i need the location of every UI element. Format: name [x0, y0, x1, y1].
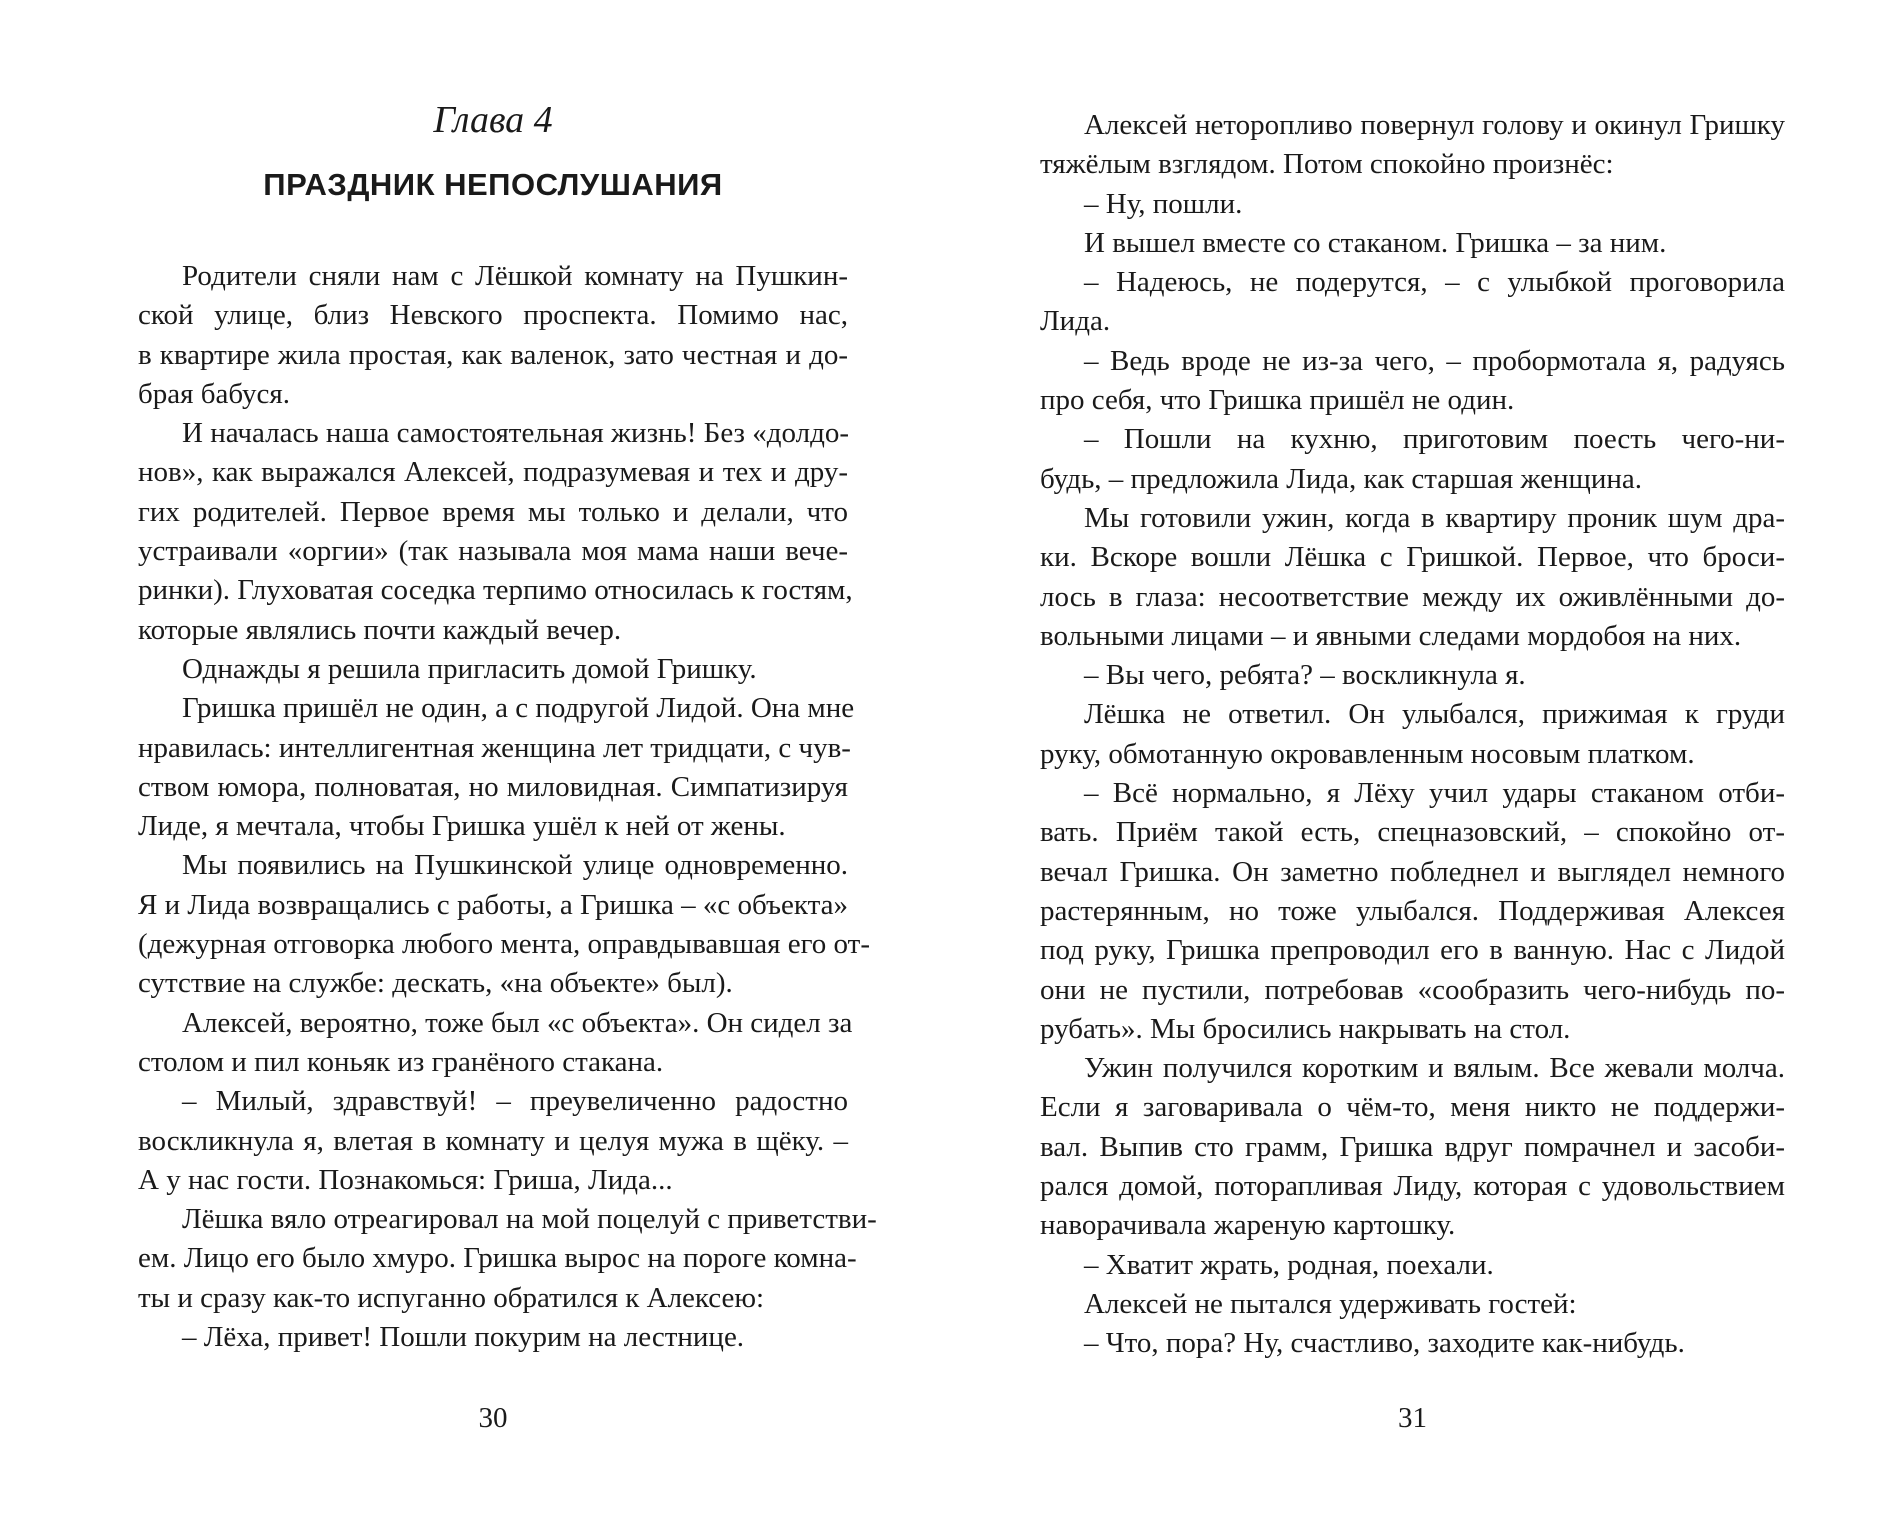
text-line: Алексей неторопливо повернул голову и окинул Гришку — [1084, 109, 1785, 141]
text-line: – Всё нормально, я Лёху учил удары стаканом отби- — [1084, 777, 1785, 810]
text-line: ем. Лицо его было хмуро. Гришка вырос на пороге комна- — [138, 1242, 857, 1275]
text-line: которые являлись почти каждый вечер. — [138, 613, 622, 646]
text-line: в квартире жила простая, как валенок, зато честная и до- — [138, 338, 848, 371]
text-line: И вышел вместе со стаканом. Гришка – за ним. — [1084, 226, 1667, 259]
text-line: нравилась: интеллигентная женщина лет тридцати, с чув- — [138, 731, 851, 764]
text-line: столом и пил коньяк из гранёного стакана. — [138, 1045, 664, 1078]
text-line: вольными лицами – и явными следами мордобоя на них. — [1040, 619, 1742, 652]
text-line: ки. Вскоре вошли Лёшка с Гришкой. Первое, что броси- — [1040, 541, 1785, 574]
text-line: ской улице, близ Невского проспекта. Помимо нас, — [138, 299, 848, 332]
text-line: – Что, пора? Ну, счастливо, заходите как-нибудь. — [1084, 1327, 1685, 1360]
right-page-text — [1040, 106, 1785, 1364]
text-line: Я и Лида возвращались с работы, а Гришка – «с объекта» — [138, 888, 848, 921]
text-line: будь, – предложила Лида, как старшая женщина. — [1040, 462, 1642, 495]
text-line: Ужин получился коротким и вялым. Все жевали молча. — [1084, 1052, 1785, 1085]
page-number-left: 30 — [478, 1402, 508, 1434]
text-line: вечал Гришка. Он заметно побледнел и выглядел немного — [1040, 855, 1785, 888]
text-line: тяжёлым взглядом. Потом спокойно произнёс: — [1040, 148, 1614, 181]
text-line: ством юмора, полноватая, но миловидная. Симпатизируя — [138, 770, 848, 803]
text-line: А у нас гости. Познакомься: Гриша, Лида... — [138, 1163, 673, 1196]
text-line: рубать». Мы бросились накрывать на стол. — [1040, 1012, 1571, 1045]
text-line: Алексей не пытался удерживать гостей: — [1084, 1287, 1577, 1320]
text-line: Лёшка не ответил. Он улыбался, прижимая к груди — [1084, 698, 1785, 731]
text-line: Родители сняли нам с Лёшкой комнату на Пушкин- — [182, 260, 848, 292]
left-page-text — [138, 257, 877, 1357]
text-line: вал. Выпив сто грамм, Гришка вдруг помрачнел и засоби- — [1040, 1130, 1785, 1163]
text-line: – Лёха, привет! Пошли покурим на лестнице. — [182, 1321, 745, 1354]
text-line: Однажды я решила пригласить домой Гришку. — [182, 652, 757, 685]
text-line: Если я заговаривала о чём-то, меня никто не поддержи- — [1040, 1091, 1785, 1124]
right-page — [1040, 0, 1785, 1528]
text-line: вать. Приём такой есть, спецназовский, – спокойно от- — [1040, 816, 1785, 849]
text-line: Алексей, вероятно, тоже был «с объекта». Он сидел за — [182, 1006, 853, 1039]
text-line: устраивали «оргии» (так называла моя мама наши вече- — [138, 535, 848, 568]
left-page — [138, 0, 877, 1528]
text-line: про себя, что Гришка пришёл не один. — [1040, 384, 1515, 417]
page-number-right: 31 — [1398, 1402, 1427, 1434]
text-line: сутствие на службе: дескать, «на объекте» был). — [138, 967, 733, 1000]
text-line: – Хватит жрать, родная, поехали. — [1084, 1248, 1494, 1281]
text-line: – Ну, пошли. — [1084, 187, 1243, 220]
text-line: – Милый, здравствуй! – преувеличенно радостно — [182, 1085, 848, 1118]
text-line: лось в глаза: несоответствие между их оживлёнными до- — [1040, 580, 1785, 613]
text-line: под руку, Гришка препроводил его в ванную. Нас с Лидой — [1040, 934, 1785, 967]
text-line: гих родителей. Первое время мы только и делали, что — [138, 495, 848, 528]
text-line: – Вы чего, ребята? – воскликнула я. — [1084, 659, 1526, 692]
text-line: наворачивала жареную картошку. — [1040, 1209, 1456, 1242]
text-line: Мы готовили ужин, когда в квартиру проник шум дра- — [1084, 501, 1785, 534]
text-line: Гришка пришёл не один, а с подругой Лидой. Она мне — [182, 692, 855, 725]
chapter-number: Глава 4 — [433, 99, 553, 141]
text-line: ринки). Глуховатая соседка терпимо относилась к гостям, — [138, 574, 853, 607]
text-line: брая бабуся. — [138, 377, 290, 410]
text-line: – Ведь вроде не из-за чего, – пробормотала я, радуясь — [1084, 344, 1785, 377]
text-line: Лиде, я мечтала, чтобы Гришка ушёл к ней от жены. — [138, 810, 786, 843]
text-line: рался домой, поторапливая Лиду, которая с удовольствием — [1040, 1170, 1785, 1203]
text-line: нов», как выражался Алексей, подразумевая и тех и дру- — [138, 456, 848, 489]
text-line: – Пошли на кухню, приготовим поесть чего-ни- — [1084, 423, 1785, 456]
text-line: ты и сразу как-то испуганно обратился к Алексею: — [138, 1281, 765, 1314]
text-line: воскликнула я, влетая в комнату и целуя мужа в щёку. – — [138, 1124, 848, 1157]
text-line: И началась наша самостоятельная жизнь! Без «долдо- — [182, 417, 850, 450]
text-line: (дежурная отговорка любого мента, оправдывавшая его от- — [138, 928, 870, 961]
chapter-title: ПРАЗДНИК НЕПОСЛУШАНИЯ — [263, 167, 723, 202]
text-line: Лида. — [1040, 305, 1111, 338]
text-line: руку, обмотанную окровавленным носовым платком. — [1040, 737, 1695, 770]
text-line: Мы появились на Пушкинской улице одновременно. — [182, 849, 848, 882]
text-line: – Надеюсь, не подерутся, – с улыбкой проговорила — [1084, 266, 1785, 299]
text-line: они не пустили, потребовав «сообразить чего-нибудь по- — [1040, 973, 1785, 1006]
text-line: растерянным, но тоже улыбался. Поддерживая Алексея — [1040, 894, 1785, 927]
text-line: Лёшка вяло отреагировал на мой поцелуй с приветстви- — [182, 1203, 877, 1236]
